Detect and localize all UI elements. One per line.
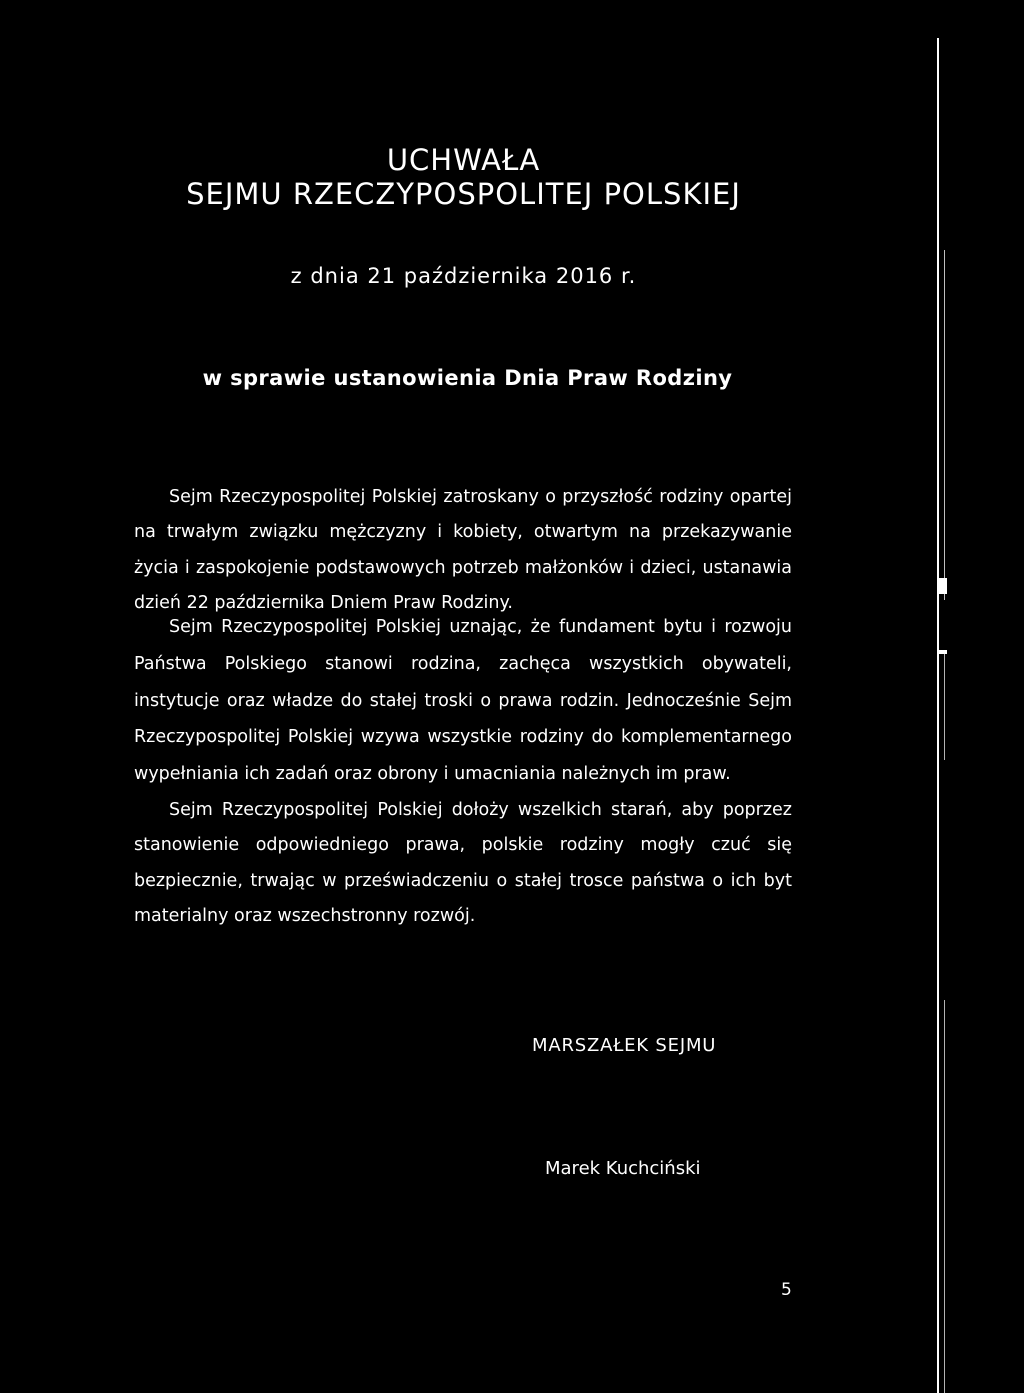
paragraph-3: Sejm Rzeczypospolitej Polskiej dołoży wszelkich starań, aby poprzez stanowienie odpowiedniego prawa, polskie rodziny mogły czuć się bezpiecznie, trwając w przeświadczeniu o stałej trosce państwa o ich byt materialny oraz wszechstronny rozwój.: [134, 800, 792, 926]
document-title: UCHWAŁA: [386, 143, 541, 177]
signature-name: Marek Kuchciński: [545, 1158, 701, 1179]
page-edge-line: [944, 1000, 945, 1393]
paragraph-1: Sejm Rzeczypospolitej Polskiej zatroskany o przyszłość rodziny opartej na trwałym związku mężczyzny i kobiety, otwartym na przekazywanie życia i zaspokojenie podstawowych potrzeb małżonków i dzieci, ustanawia dzień 22 października Dniem Praw Rodziny.: [134, 487, 792, 613]
page-edge-mark: [939, 578, 947, 594]
page-edge-line: [937, 38, 939, 1393]
page-edge-line: [944, 250, 945, 600]
document-issuer: SEJMU RZECZYPOSPOLITEJ POLSKIEJ: [186, 177, 741, 211]
page-edge-line: [944, 650, 945, 760]
paragraph-2: Sejm Rzeczypospolitej Polskiej uznając, że fundament bytu i rozwoju Państwa Polskiego stanowi rodzina, zachęca wszystkich obywateli, instytucje oraz władze do stałej troski o prawa rodzin. Jednocześnie Sejm Rzeczypospolitej Polskiej wzywa wszystkie rodziny do komplementarnego wypełniania ich zadań oraz obrony i umacniania należnych im praw.: [134, 617, 792, 785]
page-edge-mark: [939, 650, 947, 654]
document-subject: w sprawie ustanowienia Dnia Praw Rodziny: [202, 366, 733, 390]
signature-title: MARSZAŁEK SEJMU: [532, 1035, 717, 1056]
page-number: 5: [781, 1280, 792, 1300]
document-date: z dnia 21 października 2016 r.: [290, 264, 637, 288]
